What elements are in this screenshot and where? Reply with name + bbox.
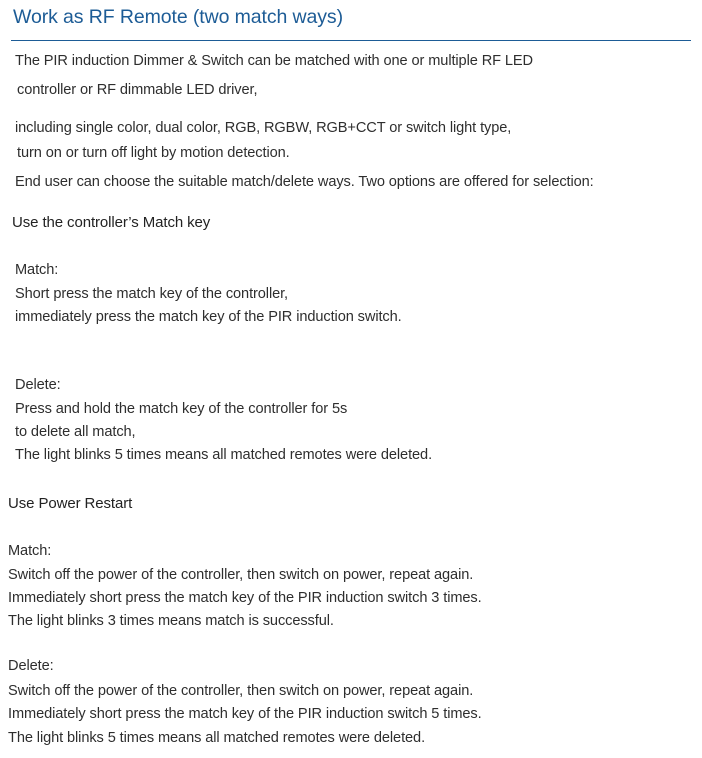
instruction-line: Press and hold the match key of the controller for 5s (15, 401, 348, 417)
title-divider (11, 40, 691, 41)
delete-label: Delete: (15, 377, 61, 393)
instruction-line: Short press the match key of the controller, (15, 286, 289, 302)
intro-line: The PIR induction Dimmer & Switch can be matched with one or multiple RF LED (15, 53, 533, 69)
match-label: Match: (15, 262, 59, 278)
instruction-line: The light blinks 3 times means match is successful. (8, 613, 334, 629)
instruction-line: Immediately short press the match key of the PIR induction switch 3 times. (8, 590, 482, 606)
instruction-line: Switch off the power of the controller, then switch on power, repeat again. (8, 683, 474, 699)
match-label: Match: (8, 543, 52, 559)
section-heading-controller-key: Use the controller’s Match key (12, 214, 211, 231)
instruction-line: The light blinks 5 times means all matched remotes were deleted. (8, 730, 426, 746)
instruction-line: Switch off the power of the controller, then switch on power, repeat again. (8, 567, 474, 583)
instruction-line: The light blinks 5 times means all matched remotes were deleted. (15, 447, 433, 463)
page-title: Work as RF Remote (two match ways) (13, 6, 343, 28)
intro-line: End user can choose the suitable match/delete ways. Two options are offered for selection: (15, 174, 594, 190)
instruction-line: Immediately short press the match key of the PIR induction switch 5 times. (8, 706, 482, 722)
intro-line: turn on or turn off light by motion detection. (17, 145, 290, 161)
intro-line: including single color, dual color, RGB, RGBW, RGB+CCT or switch light type, (15, 120, 512, 136)
delete-label: Delete: (8, 658, 54, 674)
section-heading-power-restart: Use Power Restart (8, 495, 133, 512)
instruction-line: immediately press the match key of the PIR induction switch. (15, 309, 402, 325)
instruction-line: to delete all match, (15, 424, 136, 440)
intro-line: controller or RF dimmable LED driver, (17, 82, 258, 98)
